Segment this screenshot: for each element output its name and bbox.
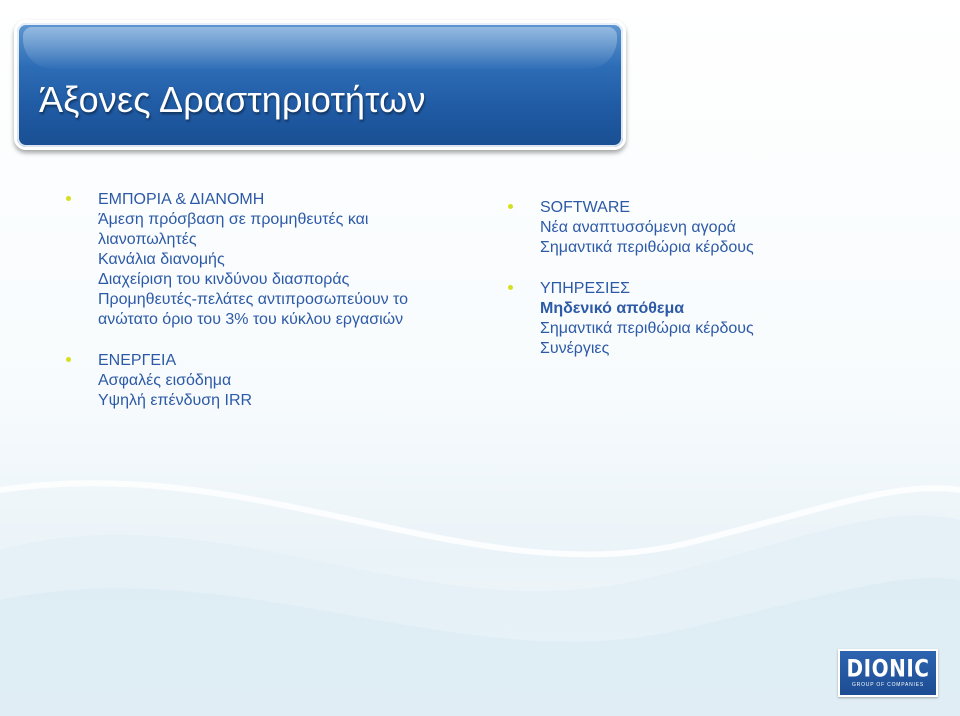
logo-name: DIONIC — [846, 653, 930, 683]
section-heading: ΥΠΗΡΕΣΙΕΣ — [540, 280, 631, 297]
bullet-icon — [508, 285, 513, 290]
background-wave — [0, 430, 960, 716]
company-logo — [838, 649, 938, 697]
right-column — [508, 198, 938, 359]
logo-tagline: GROUP OF COMPANIES — [852, 682, 924, 688]
section-line: Υψηλή επένδυση IRR — [98, 392, 253, 409]
section-line: Άμεση πρόσβαση σε προμηθευτές και — [98, 211, 369, 228]
section-line: Διαχείριση του κινδύνου διασποράς — [98, 271, 350, 288]
section-software — [508, 198, 938, 258]
section-line: Μηδενικό απόθεμα — [540, 300, 685, 317]
section-line: ανώτατο όριο του 3% του κύκλου εργασιών — [98, 311, 404, 328]
section-line: Κανάλια διανομής — [98, 251, 225, 268]
section-line: Ασφαλές εισόδημα — [98, 372, 232, 389]
section-heading: SOFTWARE — [540, 199, 631, 216]
left-column — [66, 190, 486, 411]
section-line: Σημαντικά περιθώρια κέρδους — [540, 320, 754, 337]
section-trade-distribution — [66, 190, 486, 330]
section-line: Προμηθευτές-πελάτες αντιπροσωπεύουν το — [98, 291, 409, 308]
section-heading: ΕΝΕΡΓΕΙΑ — [98, 352, 177, 369]
section-energy — [66, 351, 486, 411]
section-line: Σημαντικά περιθώρια κέρδους — [540, 239, 754, 256]
section-line: Συνέργιες — [540, 340, 610, 357]
bullet-icon — [66, 357, 71, 362]
title-banner — [14, 20, 626, 150]
bullet-icon — [508, 204, 513, 209]
page-title: Άξονες Δραστηριοτήτων — [39, 79, 426, 120]
section-heading: ΕΜΠΟΡΙΑ & ΔΙΑΝΟΜΗ — [98, 191, 265, 208]
section-line: Νέα αναπτυσσόμενη αγορά — [540, 219, 736, 236]
title-banner-gloss — [23, 27, 617, 69]
section-line: λιανοπωλητές — [98, 231, 197, 248]
section-services — [508, 279, 938, 359]
bullet-icon — [66, 196, 71, 201]
